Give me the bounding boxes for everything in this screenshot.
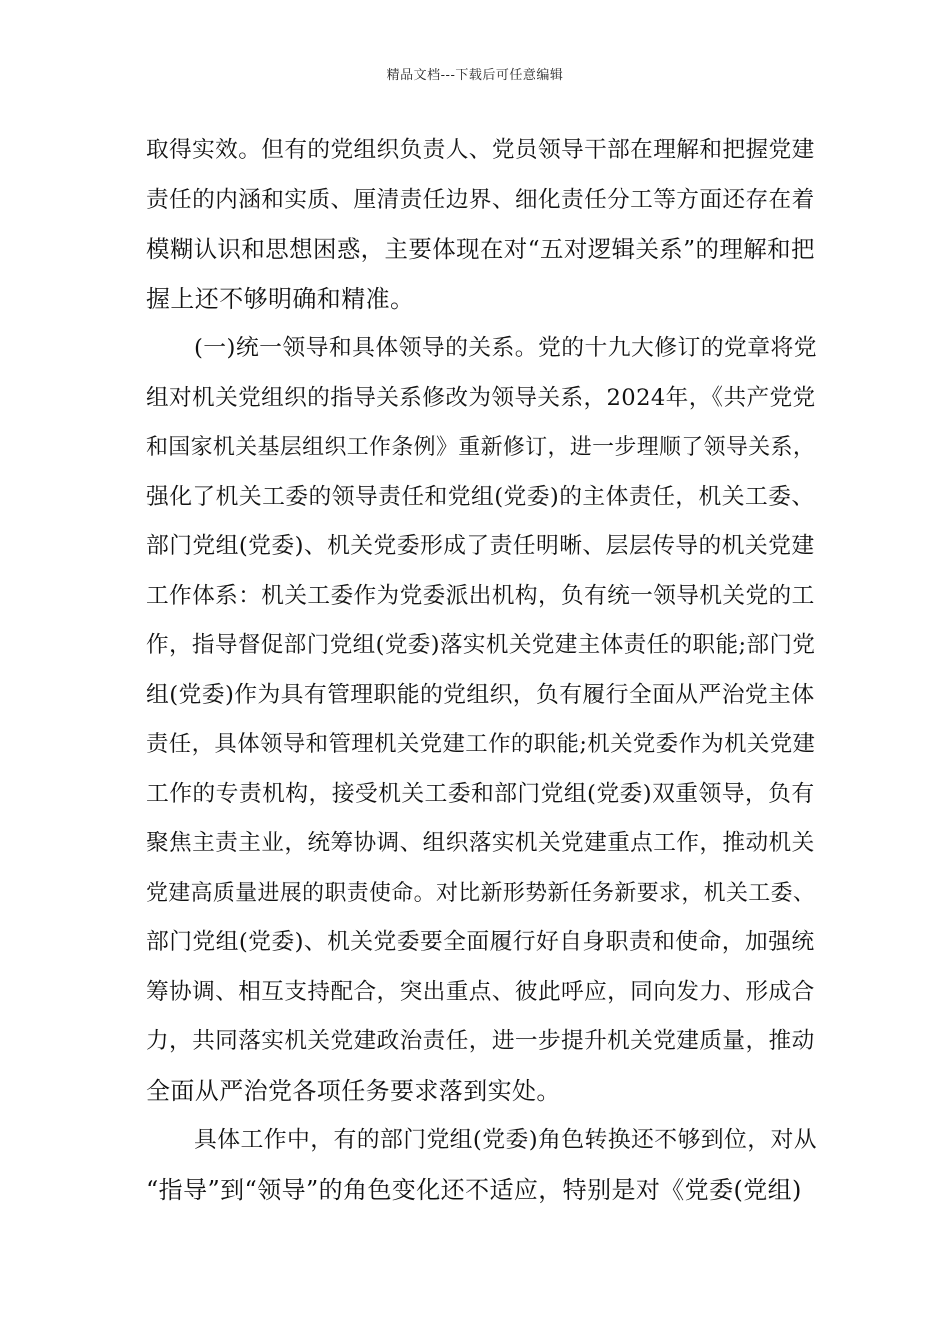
text-line: 部门党组(党委)、机关党委要全面履行好自身职责和使命，加强统: [146, 929, 815, 955]
text-line: 工作的专责机构，接受机关工委和部门党组(党委)双重领导，负有: [146, 780, 815, 807]
text-line: “指导”到“领导”的角色变化还不适应，特别是对《党委(党组): [146, 1175, 802, 1204]
text-line: 责任，具体领导和管理机关党建工作的职能;机关党委作为机关党建: [146, 731, 816, 757]
paragraph-3: [146, 1116, 818, 1215]
text-line: 取得实效。但有的党组织负责人、党员领导干部在理解和把握党建: [146, 137, 815, 163]
paragraph-2: [146, 324, 818, 1116]
text-line: 力，共同落实机关党建政治责任，进一步提升机关党建质量，推动: [146, 1028, 815, 1054]
text-line: 握上还不够明确和精准。: [146, 284, 415, 313]
text-line: 聚焦主责主业，统筹协调、组织落实机关党建重点工作，推动机关: [146, 830, 815, 856]
text-line: 责任的内涵和实质、厘清责任边界、细化责任分工等方面还存在着: [146, 186, 815, 213]
text-line: 党建高质量进展的职责使命。对比新形势新任务新要求，机关工委、: [146, 880, 816, 906]
text-line: 部门党组(党委)、机关党委形成了责任明晰、层层传导的机关党建: [146, 533, 815, 559]
text-line: 全面从严治党各项任务要求落到实处。: [146, 1076, 561, 1105]
text-line: 组对机关党组织的指导关系修改为领导关系，2024年，《共产党党: [146, 384, 816, 411]
text-line: 作，指导督促部门党组(党委)落实机关党建主体责任的职能;部门党: [146, 632, 816, 658]
text-line: 强化了机关工委的领导责任和党组(党委)的主体责任，机关工委、: [146, 483, 815, 510]
page-header: 精品文档---下载后可任意编辑: [386, 68, 564, 83]
document-body: [146, 126, 818, 1215]
text-line: 具体工作中，有的部门党组(党委)角色转换还不够到位，对从: [194, 1127, 817, 1153]
text-line: 筹协调、相互支持配合，突出重点、彼此呼应，同向发力、形成合: [146, 978, 815, 1005]
text-line: 工作体系：机关工委作为党委派出机构，负有统一领导机关党的工: [146, 582, 815, 609]
text-line: 和国家机关基层组织工作条例》重新修订，进一步理顺了领导关系，: [146, 435, 816, 460]
text-line: 模糊认识和思想困惑，主要体现在对“五对逻辑关系”的理解和把: [146, 235, 815, 263]
paragraph-1: [146, 126, 818, 324]
text-line: 组(党委)作为具有管理职能的党组织，负有履行全面从严治党主体: [146, 681, 815, 708]
text-line: (一)统一领导和具体领导的关系。党的十九大修订的党章将党: [194, 335, 817, 361]
